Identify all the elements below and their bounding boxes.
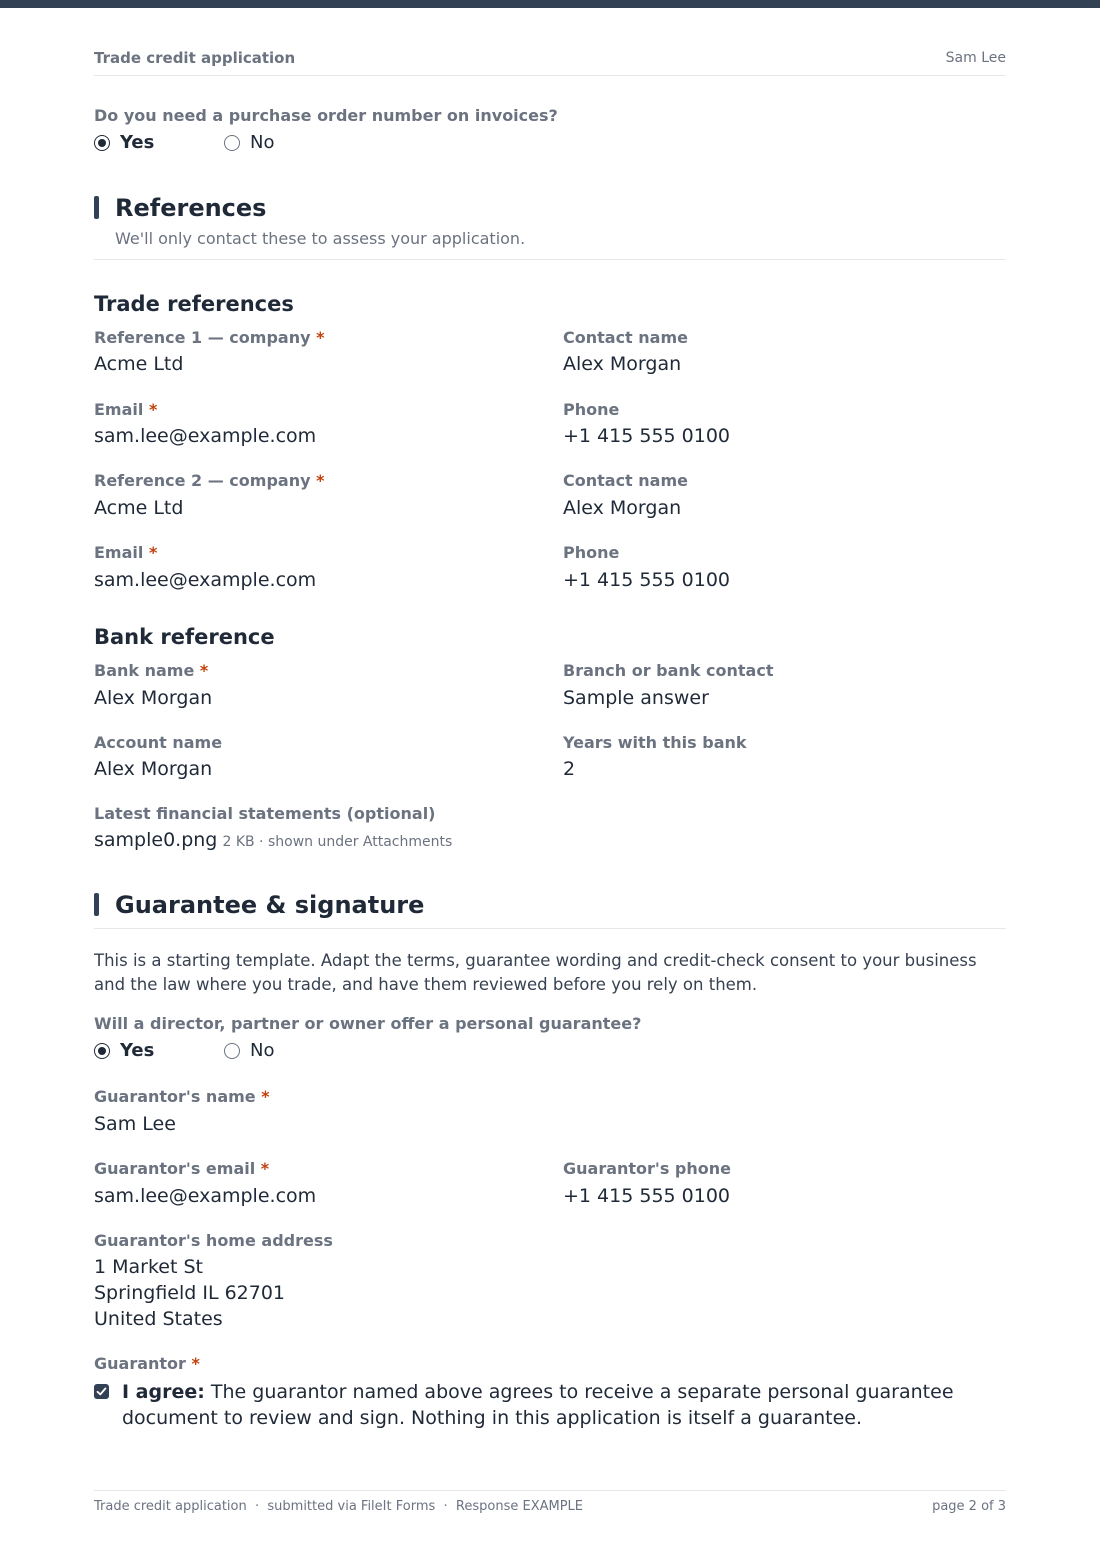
account-name-label: Account name (94, 733, 223, 752)
radio-selected-icon[interactable] (94, 1043, 110, 1059)
guarantor-phone-value: +1 415 555 0100 (563, 1185, 731, 1207)
bank-name-label: Bank name * (94, 661, 209, 680)
section-marker (94, 893, 99, 916)
bank-name-value: Alex Morgan (94, 687, 213, 709)
guarantee-title: Guarantee & signature (115, 891, 425, 919)
guarantor-consent-label: Guarantor * (94, 1354, 200, 1373)
ref2-email-value: sam.lee@example.com (94, 569, 317, 591)
guarantor-name-label: Guarantor's name * (94, 1087, 270, 1106)
guarantee-radio-yes-label: Yes (120, 1040, 155, 1061)
ref1-company-label: Reference 1 — company * (94, 328, 325, 347)
trade-references-heading: Trade references (94, 292, 294, 316)
statements-file (94, 829, 452, 851)
branch-label: Branch or bank contact (563, 661, 774, 680)
guarantor-email-label: Guarantor's email * (94, 1159, 270, 1178)
ref2-phone-label: Phone (563, 543, 620, 562)
ref1-phone-value: +1 415 555 0100 (563, 425, 731, 447)
required-marker: * (148, 400, 158, 419)
ref2-email-label: Email * (94, 543, 158, 562)
required-marker: * (316, 328, 325, 347)
statements-label: Latest financial statements (optional) (94, 804, 436, 823)
references-section-header (94, 195, 1006, 260)
page-footer (94, 1490, 1006, 1520)
required-marker: * (316, 471, 325, 490)
footer-info: Trade credit application · submitted via FileIt Forms · Response EXAMPLE (94, 1499, 584, 1514)
guarantee-radio-no[interactable] (224, 1040, 274, 1061)
page-number: page 2 of 3 (932, 1499, 1006, 1514)
po-question-label: Do you need a purchase order number on invoices? (94, 106, 558, 125)
address-line: 1 Market St (94, 1256, 203, 1278)
required-marker: * (260, 1159, 270, 1178)
branch-value: Sample answer (563, 687, 709, 709)
guarantee-question-label: Will a director, partner or owner offer a personal guarantee? (94, 1014, 642, 1033)
required-marker: * (148, 543, 158, 562)
guarantor-email-value: sam.lee@example.com (94, 1185, 317, 1207)
agree-checkbox[interactable] (94, 1384, 109, 1399)
guarantor-address-label: Guarantor's home address (94, 1231, 333, 1250)
po-radio-yes-label: Yes (120, 132, 155, 153)
address-line: Springfield IL 62701 (94, 1282, 286, 1304)
account-name-value: Alex Morgan (94, 758, 213, 780)
required-marker: * (199, 661, 209, 680)
guarantee-intro: This is a starting template. Adapt the terms, guarantee wording and credit-check consent to your business and the law where you trade, and have them reviewed before you rely on them. (94, 951, 977, 994)
radio-unselected-icon[interactable] (224, 1043, 240, 1059)
guarantee-radio-group[interactable] (94, 1040, 394, 1062)
top-accent-bar (0, 0, 1100, 8)
page-header (94, 48, 1006, 76)
section-marker (94, 196, 99, 219)
ref1-email-value: sam.lee@example.com (94, 425, 317, 447)
po-radio-yes[interactable] (94, 132, 154, 153)
bank-reference-heading: Bank reference (94, 625, 275, 649)
required-marker: * (191, 1354, 200, 1373)
guarantee-radio-no-label: No (250, 1040, 275, 1061)
references-title: References (115, 194, 267, 222)
checkmark-icon (96, 1386, 107, 1397)
radio-unselected-icon[interactable] (224, 135, 240, 151)
required-marker: * (261, 1087, 270, 1106)
guarantor-name-value: Sam Lee (94, 1113, 176, 1135)
references-subtitle: We'll only contact these to assess your application. (115, 229, 526, 248)
file-name[interactable]: sample0.png (94, 829, 218, 851)
guarantee-radio-yes[interactable] (94, 1040, 154, 1061)
ref2-contact-label: Contact name (563, 471, 688, 490)
years-value: 2 (563, 758, 576, 780)
agree-prefix: I agree: (122, 1381, 205, 1403)
ref1-phone-label: Phone (563, 400, 620, 419)
address-line: United States (94, 1308, 223, 1330)
ref2-company-value: Acme Ltd (94, 497, 184, 519)
po-radio-no[interactable] (224, 132, 274, 153)
guarantor-address (94, 1254, 285, 1332)
respondent-name: Sam Lee (945, 50, 1006, 66)
agree-statement (122, 1379, 1006, 1431)
form-title: Trade credit application (94, 49, 296, 67)
agree-text: The guarantor named above agrees to receive a separate personal guarantee document to review and sign. Nothing in this application is itself a guarantee. (122, 1381, 954, 1429)
po-radio-group[interactable] (94, 132, 394, 154)
ref2-contact-value: Alex Morgan (563, 497, 682, 519)
ref1-email-label: Email * (94, 400, 158, 419)
years-label: Years with this bank (563, 733, 747, 752)
radio-selected-icon[interactable] (94, 135, 110, 151)
file-meta: 2 KB · shown under Attachments (222, 834, 453, 850)
guarantor-phone-label: Guarantor's phone (563, 1159, 731, 1178)
ref1-contact-label: Contact name (563, 328, 688, 347)
ref2-company-label: Reference 2 — company * (94, 471, 325, 490)
ref1-contact-value: Alex Morgan (563, 353, 682, 375)
guarantee-section-header (94, 892, 1006, 929)
po-radio-no-label: No (250, 132, 275, 153)
ref1-company-value: Acme Ltd (94, 353, 184, 375)
ref2-phone-value: +1 415 555 0100 (563, 569, 731, 591)
